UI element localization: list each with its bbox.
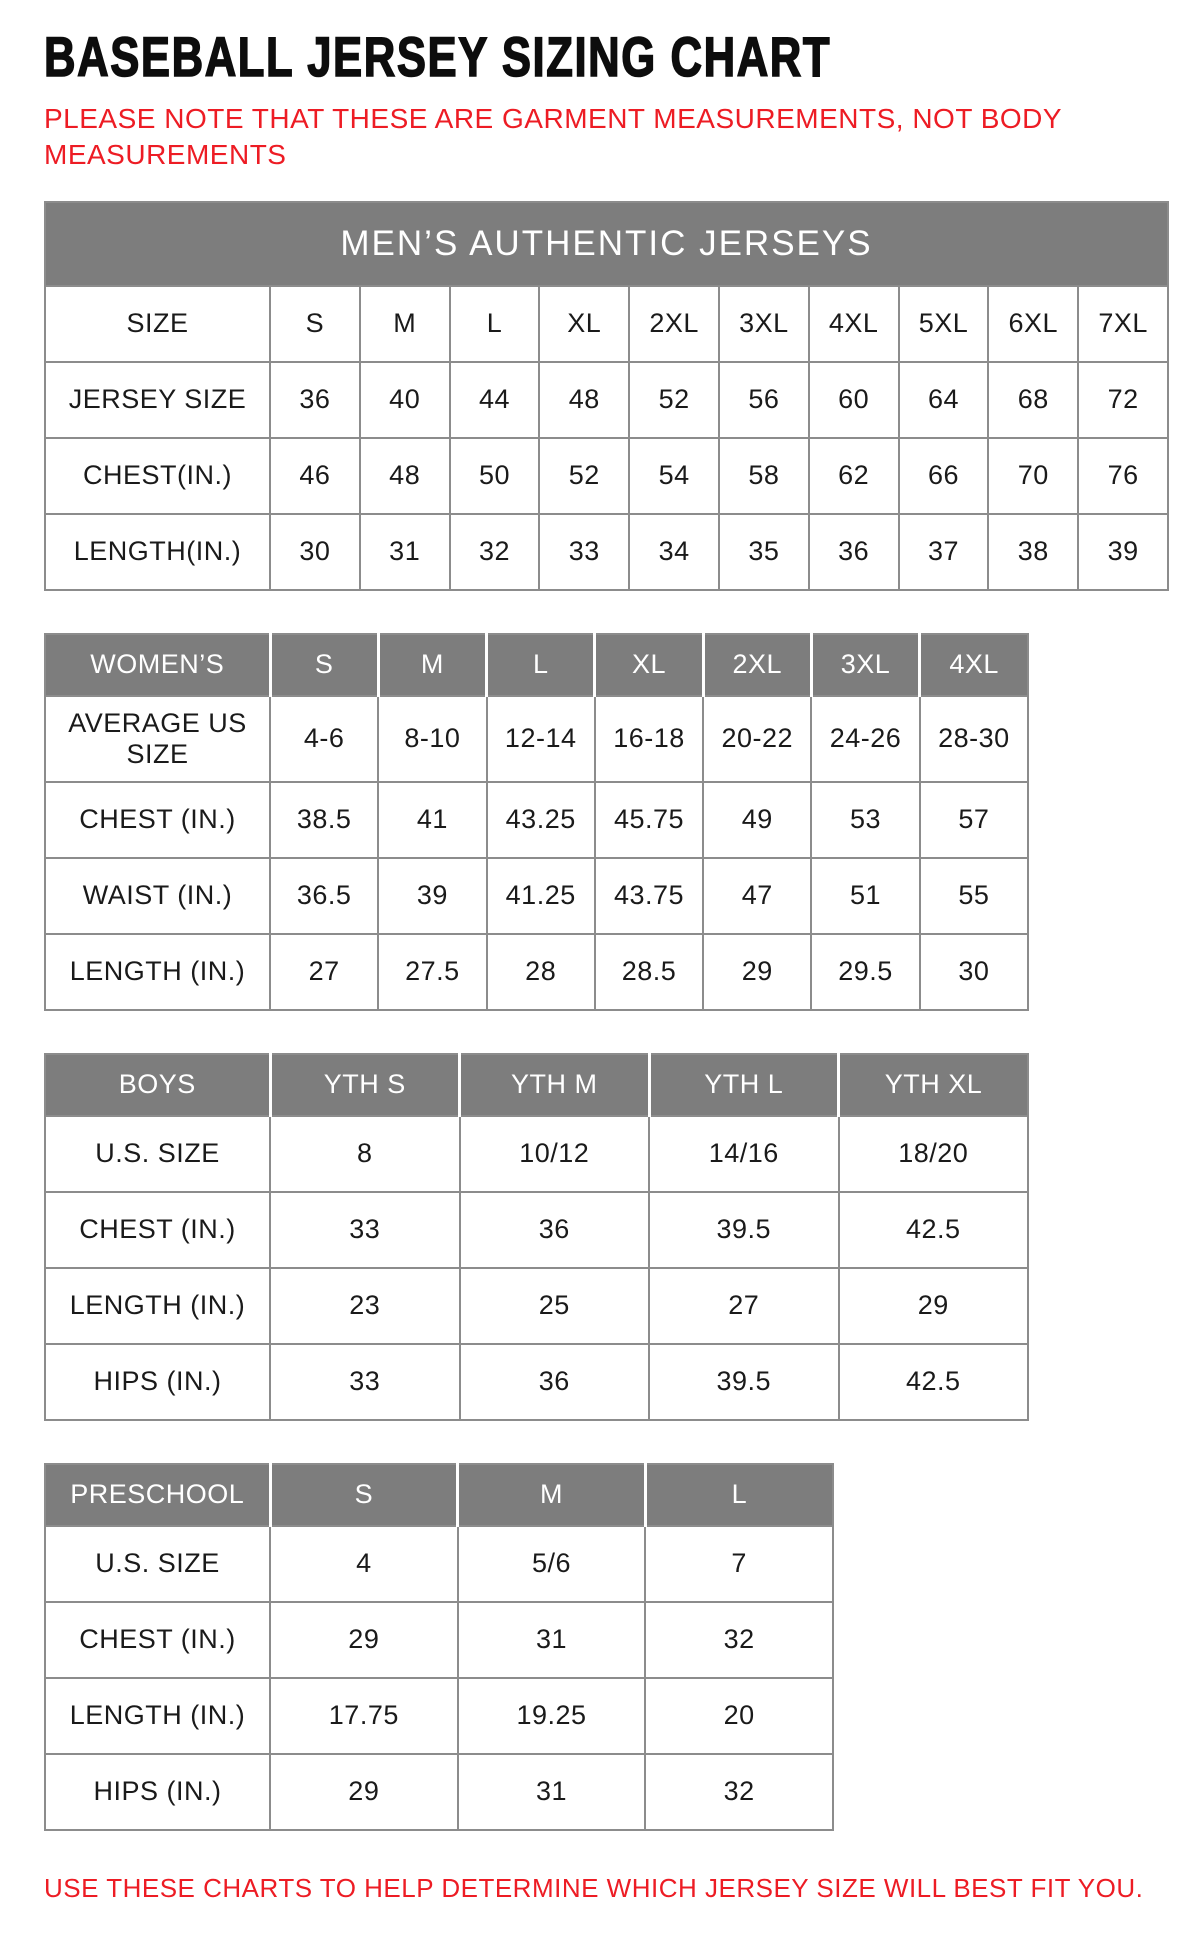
value-cell: 29	[839, 1268, 1029, 1344]
value-cell: 29	[270, 1602, 458, 1678]
size-column-header: L	[645, 1464, 833, 1526]
value-cell: 64	[899, 362, 989, 438]
value-cell: 46	[270, 438, 360, 514]
table-row	[45, 362, 1168, 438]
value-cell: 7XL	[1078, 286, 1168, 362]
table-header-row	[45, 1054, 1028, 1116]
value-cell: 16-18	[595, 696, 703, 782]
value-cell: 34	[629, 514, 719, 590]
size-column-header: M	[378, 634, 486, 696]
value-cell: 50	[450, 438, 540, 514]
value-cell: 42.5	[839, 1192, 1029, 1268]
value-cell: 23	[270, 1268, 460, 1344]
value-cell: 17.75	[270, 1678, 458, 1754]
value-cell: 30	[270, 514, 360, 590]
value-cell: 37	[899, 514, 989, 590]
value-cell: 42.5	[839, 1344, 1029, 1420]
value-cell: 56	[719, 362, 809, 438]
value-cell: 43.75	[595, 858, 703, 934]
value-cell: 35	[719, 514, 809, 590]
row-label: CHEST(IN.)	[45, 438, 270, 514]
table-row	[45, 696, 1028, 782]
value-cell: 18/20	[839, 1116, 1029, 1192]
value-cell: 6XL	[988, 286, 1078, 362]
value-cell: 60	[809, 362, 899, 438]
value-cell: 2XL	[629, 286, 719, 362]
row-label: LENGTH (IN.)	[45, 1268, 270, 1344]
size-column-header: XL	[595, 634, 703, 696]
value-cell: 28	[487, 934, 595, 1010]
value-cell: 5/6	[458, 1526, 646, 1602]
value-cell: 4	[270, 1526, 458, 1602]
table-title-row	[45, 202, 1168, 286]
table-row	[45, 934, 1028, 1010]
table-row	[45, 1754, 833, 1830]
value-cell: 27	[649, 1268, 839, 1344]
value-cell: 4XL	[809, 286, 899, 362]
value-cell: 27	[270, 934, 378, 1010]
table-row	[45, 782, 1028, 858]
row-label: WAIST (IN.)	[45, 858, 270, 934]
womens-table	[44, 633, 1029, 1011]
value-cell: 68	[988, 362, 1078, 438]
value-cell: 8-10	[378, 696, 486, 782]
value-cell: 36	[460, 1192, 650, 1268]
value-cell: 41	[378, 782, 486, 858]
value-cell: 7	[645, 1526, 833, 1602]
table-row	[45, 438, 1168, 514]
preschool-table	[44, 1463, 834, 1831]
table-title: PRESCHOOL	[45, 1464, 270, 1526]
value-cell: 33	[270, 1344, 460, 1420]
value-cell: 39	[1078, 514, 1168, 590]
page-title: BASEBALL JERSEY SIZING CHART	[44, 25, 832, 88]
table-row	[45, 1526, 833, 1602]
measurement-note-line2: MEASUREMENTS	[44, 139, 287, 170]
table-row	[45, 1602, 833, 1678]
value-cell: 20	[645, 1678, 833, 1754]
row-label: JERSEY SIZE	[45, 362, 270, 438]
boys-table	[44, 1053, 1029, 1421]
measurement-note	[44, 101, 1170, 173]
value-cell: 36	[270, 362, 360, 438]
value-cell: 10/12	[460, 1116, 650, 1192]
value-cell: 19.25	[458, 1678, 646, 1754]
value-cell: 39	[378, 858, 486, 934]
value-cell: 30	[920, 934, 1028, 1010]
size-column-header: 2XL	[703, 634, 811, 696]
size-column-header: M	[458, 1464, 646, 1526]
value-cell: M	[360, 286, 450, 362]
value-cell: 48	[539, 362, 629, 438]
value-cell: 32	[645, 1602, 833, 1678]
row-label: U.S. SIZE	[45, 1526, 270, 1602]
table-row	[45, 286, 1168, 362]
value-cell: 5XL	[899, 286, 989, 362]
mens-authentic-jerseys-table	[44, 201, 1169, 591]
value-cell: S	[270, 286, 360, 362]
value-cell: 55	[920, 858, 1028, 934]
size-column-header: S	[270, 1464, 458, 1526]
row-label: AVERAGE US SIZE	[45, 696, 270, 782]
row-label: SIZE	[45, 286, 270, 362]
value-cell: 38.5	[270, 782, 378, 858]
value-cell: 36.5	[270, 858, 378, 934]
row-label: CHEST (IN.)	[45, 1192, 270, 1268]
table-header-row	[45, 1464, 833, 1526]
row-label: LENGTH(IN.)	[45, 514, 270, 590]
row-label: LENGTH (IN.)	[45, 934, 270, 1010]
value-cell: 76	[1078, 438, 1168, 514]
value-cell: 51	[811, 858, 919, 934]
row-label: CHEST (IN.)	[45, 782, 270, 858]
value-cell: 38	[988, 514, 1078, 590]
value-cell: 14/16	[649, 1116, 839, 1192]
value-cell: 41.25	[487, 858, 595, 934]
value-cell: 57	[920, 782, 1028, 858]
value-cell: 44	[450, 362, 540, 438]
value-cell: 70	[988, 438, 1078, 514]
value-cell: 8	[270, 1116, 460, 1192]
table-row	[45, 1344, 1028, 1420]
size-column-header: YTH L	[649, 1054, 839, 1116]
value-cell: 31	[458, 1602, 646, 1678]
row-label: CHEST (IN.)	[45, 1602, 270, 1678]
value-cell: 29	[703, 934, 811, 1010]
table-row	[45, 1678, 833, 1754]
value-cell: 45.75	[595, 782, 703, 858]
value-cell: 32	[645, 1754, 833, 1830]
value-cell: 36	[809, 514, 899, 590]
row-label: LENGTH (IN.)	[45, 1678, 270, 1754]
value-cell: 3XL	[719, 286, 809, 362]
value-cell: 24-26	[811, 696, 919, 782]
value-cell: 66	[899, 438, 989, 514]
value-cell: 49	[703, 782, 811, 858]
size-column-header: S	[270, 634, 378, 696]
table-row	[45, 1192, 1028, 1268]
value-cell: 47	[703, 858, 811, 934]
value-cell: 33	[539, 514, 629, 590]
size-column-header: YTH S	[270, 1054, 460, 1116]
table-title: BOYS	[45, 1054, 270, 1116]
table-header-row	[45, 634, 1028, 696]
value-cell: 27.5	[378, 934, 486, 1010]
value-cell: 53	[811, 782, 919, 858]
size-column-header: 4XL	[920, 634, 1028, 696]
value-cell: 36	[460, 1344, 650, 1420]
table-title: MEN’S AUTHENTIC JERSEYS	[45, 202, 1168, 286]
value-cell: 39.5	[649, 1344, 839, 1420]
row-label: HIPS (IN.)	[45, 1344, 270, 1420]
value-cell: 72	[1078, 362, 1168, 438]
value-cell: 54	[629, 438, 719, 514]
size-column-header: 3XL	[811, 634, 919, 696]
value-cell: 43.25	[487, 782, 595, 858]
value-cell: 28-30	[920, 696, 1028, 782]
table-row	[45, 858, 1028, 934]
measurement-note-line1: PLEASE NOTE THAT THESE ARE GARMENT MEASUREMENTS, NOT BODY	[44, 103, 1063, 134]
value-cell: 31	[458, 1754, 646, 1830]
value-cell: L	[450, 286, 540, 362]
size-column-header: YTH M	[460, 1054, 650, 1116]
value-cell: 31	[360, 514, 450, 590]
value-cell: 29	[270, 1754, 458, 1830]
value-cell: 25	[460, 1268, 650, 1344]
value-cell: 39.5	[649, 1192, 839, 1268]
table-title: WOMEN’S	[45, 634, 270, 696]
value-cell: 48	[360, 438, 450, 514]
value-cell: 12-14	[487, 696, 595, 782]
value-cell: 40	[360, 362, 450, 438]
value-cell: 29.5	[811, 934, 919, 1010]
value-cell: 28.5	[595, 934, 703, 1010]
value-cell: 32	[450, 514, 540, 590]
value-cell: 52	[539, 438, 629, 514]
row-label: HIPS (IN.)	[45, 1754, 270, 1830]
footer-note: USE THESE CHARTS TO HELP DETERMINE WHICH JERSEY SIZE WILL BEST FIT YOU.	[44, 1873, 1144, 1903]
value-cell: 58	[719, 438, 809, 514]
size-column-header: L	[487, 634, 595, 696]
size-column-header: YTH XL	[839, 1054, 1029, 1116]
value-cell: 4-6	[270, 696, 378, 782]
row-label: U.S. SIZE	[45, 1116, 270, 1192]
value-cell: 52	[629, 362, 719, 438]
table-row	[45, 514, 1168, 590]
value-cell: 33	[270, 1192, 460, 1268]
value-cell: XL	[539, 286, 629, 362]
value-cell: 62	[809, 438, 899, 514]
value-cell: 20-22	[703, 696, 811, 782]
table-row	[45, 1268, 1028, 1344]
table-row	[45, 1116, 1028, 1192]
